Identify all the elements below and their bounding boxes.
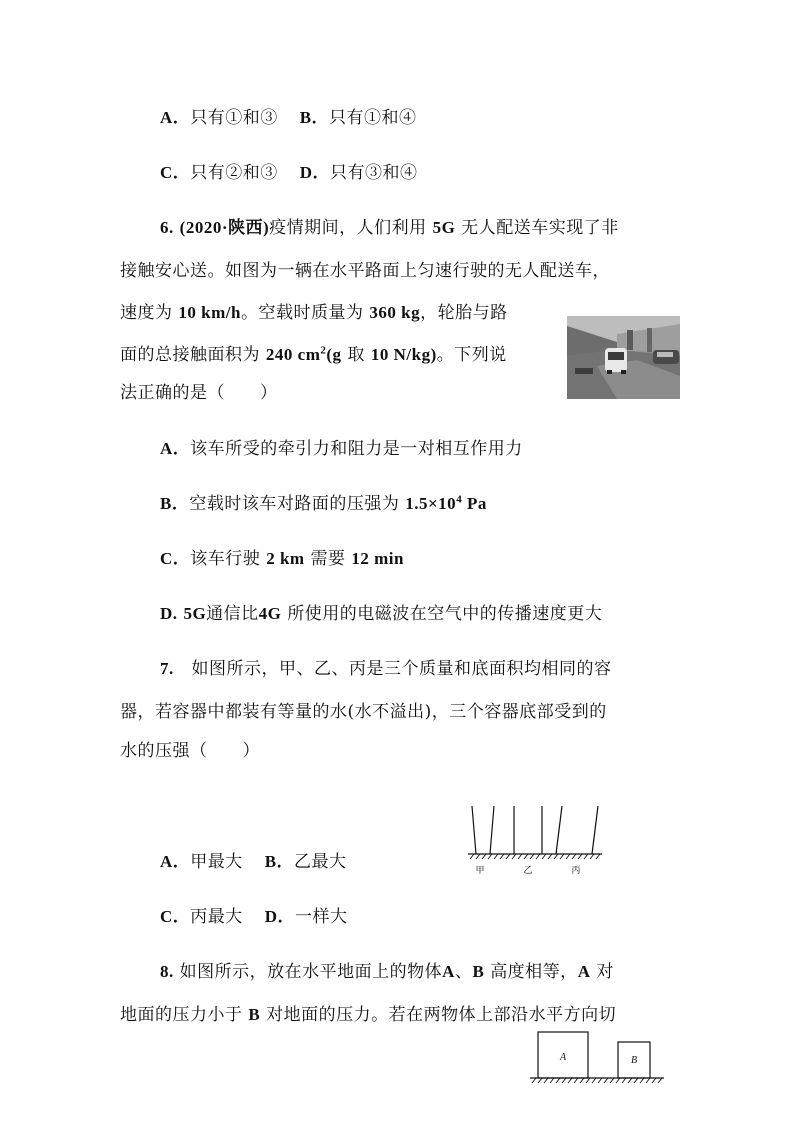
q6-option-c-label: C． xyxy=(160,549,191,568)
q6-option-b-label: B． xyxy=(160,494,190,513)
q6-line1-end: 无人配送车实现了非 xyxy=(461,218,619,238)
q6-stem-line-3 xyxy=(120,301,508,325)
q5-option-c-text: 只有②和③ xyxy=(190,163,278,183)
q6-line4-c: 。下列说 xyxy=(436,345,507,365)
q7-stem-line-1 xyxy=(160,657,611,681)
q6-area-sup: 2 xyxy=(320,344,327,357)
q6-option-b xyxy=(160,492,487,516)
q8-blocks-drawing xyxy=(528,1030,668,1088)
delivery-car-photo xyxy=(567,316,680,399)
q7-option-c-label: C． xyxy=(160,907,191,926)
q6-option-d-5g: 5G xyxy=(183,604,207,623)
q6-option-b-text: 空载时该车对路面的压强为 xyxy=(189,494,400,514)
q6-option-b-value: 1.5×10 xyxy=(405,494,457,513)
q6-line2-text: 接触安心送。如图为一辆在水平路面上匀速行驶的无人配送车， xyxy=(120,261,610,281)
q6-option-b-sup: 4 xyxy=(456,493,463,506)
q6-stem-line-1 xyxy=(160,216,619,240)
q7-option-b-text: 乙最大 xyxy=(294,852,347,872)
q6-line3-c: ，轮胎与路 xyxy=(420,303,508,323)
q8-line2-b: 对地面的压力。若在两物体上部沿水平方向切 xyxy=(266,1005,617,1025)
q8-sep: 、 xyxy=(454,962,473,982)
q6-option-c-time: 12 min xyxy=(351,549,404,568)
q7-option-a-text: 甲最大 xyxy=(190,852,243,872)
q8-label-a: A xyxy=(559,1052,567,1063)
q7-options-row-2 xyxy=(160,905,347,929)
q6-mass: 360 kg xyxy=(369,303,421,322)
q5-option-a-label: A． xyxy=(160,108,191,127)
q7-options-row-1 xyxy=(160,850,347,874)
q7-containers-drawing xyxy=(464,802,610,880)
q6-option-c-text-a: 该车行驶 xyxy=(190,549,261,569)
q7-option-a-label: A． xyxy=(160,852,191,871)
q8-obj-a: A xyxy=(442,962,455,981)
q6-line1-text: 疫情期间，人们利用 xyxy=(269,218,427,238)
q7-stem-line-2 xyxy=(120,700,607,724)
q6-option-b-unit: Pa xyxy=(462,494,487,513)
q6-option-c-text-b: 需要 xyxy=(310,549,346,569)
q5-options-row-2 xyxy=(160,161,417,185)
q6-option-d-4g: 4G xyxy=(258,604,282,623)
q6-option-d-label: D. xyxy=(160,604,178,623)
q7-option-c-text: 丙最大 xyxy=(190,907,243,927)
q5-option-b-text: 只有①和④ xyxy=(329,108,417,128)
q6-number: 6. xyxy=(160,218,174,237)
q7-option-b-label: B． xyxy=(264,852,295,871)
q6-option-a-text: 该车所受的牵引力和阻力是一对相互作用力 xyxy=(190,439,523,459)
q5-options-row-1 xyxy=(160,106,417,130)
q7-label-yi: 乙 xyxy=(523,866,533,876)
q5-option-d-label: D． xyxy=(299,163,330,182)
q8-number: 8. xyxy=(160,962,174,981)
q5-option-a-text: 只有①和③ xyxy=(190,108,278,128)
q7-line1-text: 如图所示，甲、乙、丙是三个质量和底面积均相同的容 xyxy=(191,659,612,679)
q7-label-jia: 甲 xyxy=(475,866,485,876)
q6-option-d-text-b: 所使用的电磁波在空气中的传播速度更大 xyxy=(287,604,603,624)
q7-option-d-label: D． xyxy=(264,907,295,926)
q6-5g: 5G xyxy=(432,218,456,237)
q8-blocks-figure xyxy=(528,1030,668,1088)
q6-option-d-text-a: 通信比 xyxy=(206,604,259,624)
q6-stem-line-2 xyxy=(120,259,610,283)
q6-area: 240 cm xyxy=(265,345,321,364)
q7-option-d-text: 一样大 xyxy=(294,907,348,927)
q8-obj-b-2: B xyxy=(248,1005,261,1024)
delivery-car-image xyxy=(567,316,680,399)
q6-stem-line-4 xyxy=(120,343,507,367)
q6-line5-text: 法正确的是（ ） xyxy=(120,383,278,403)
q7-stem-line-3 xyxy=(120,739,260,763)
q5-option-d-text: 只有③和④ xyxy=(329,163,418,183)
q8-line1-b: 高度相等， xyxy=(490,962,578,982)
q8-label-b: B xyxy=(630,1055,638,1066)
q5-option-c-label: C． xyxy=(160,163,191,182)
q6-line4-a: 面的总接触面积为 xyxy=(120,345,260,365)
q6-take: 取 xyxy=(347,345,365,365)
q7-containers-figure xyxy=(464,802,610,880)
q6-gval: 10 N/kg) xyxy=(370,345,437,364)
q6-g: (g xyxy=(326,345,342,364)
q8-obj-a-2: A xyxy=(577,962,591,981)
q6-speed: 10 km/h xyxy=(178,303,241,322)
q8-line1-a: 如图所示，放在水平地面上的物体 xyxy=(179,962,443,982)
q5-option-b-label: B． xyxy=(299,108,330,127)
q6-stem-line-5 xyxy=(120,381,278,405)
q6-line3-a: 速度为 xyxy=(120,303,173,323)
q6-option-a xyxy=(160,437,523,461)
q7-line3-text: 水的压强（ ） xyxy=(120,741,260,761)
q8-stem-line-2 xyxy=(120,1003,616,1027)
q6-option-a-label: A． xyxy=(160,439,191,458)
q6-source: (2020·陕西) xyxy=(179,218,270,237)
q8-line1-c: 对 xyxy=(596,962,614,982)
q7-number: 7. xyxy=(160,659,174,678)
q8-stem-line-1 xyxy=(160,960,614,984)
q6-option-c-dist: 2 km xyxy=(266,549,305,568)
q8-line2-a: 地面的压力小于 xyxy=(120,1005,243,1025)
q6-option-d xyxy=(160,602,602,626)
q6-option-c xyxy=(160,547,404,571)
q8-obj-b: B xyxy=(472,962,485,981)
q6-line3-b: 。空载时质量为 xyxy=(240,303,364,323)
q7-label-bing: 丙 xyxy=(571,866,581,876)
q7-line2-text: 器，若容器中都装有等量的水(水不溢出)，三个容器底部受到的 xyxy=(120,702,607,722)
